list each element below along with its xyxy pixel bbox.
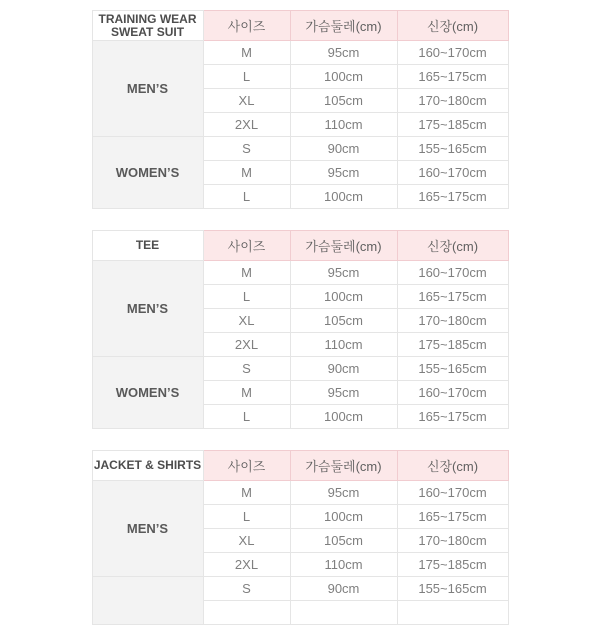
height-cell: 165~175cm	[397, 405, 508, 429]
height-cell	[397, 601, 508, 625]
group-label-womens: WOMEN’S	[92, 357, 203, 429]
table-row	[92, 261, 508, 285]
size-cell: S	[203, 137, 290, 161]
size-cell: S	[203, 357, 290, 381]
chest-cell: 95cm	[290, 381, 397, 405]
size-cell: XL	[203, 89, 290, 113]
size-cell: L	[203, 65, 290, 89]
table-title-line: TRAINING WEAR	[98, 11, 197, 26]
chest-cell: 90cm	[290, 357, 397, 381]
chest-cell: 95cm	[290, 161, 397, 185]
height-cell: 160~170cm	[397, 41, 508, 65]
table-title	[92, 231, 203, 261]
chest-cell: 105cm	[290, 309, 397, 333]
group-label-mens: MEN’S	[92, 261, 203, 357]
group-label-womens: WOMEN’S	[92, 137, 203, 209]
table-row	[92, 357, 508, 381]
header-row	[92, 451, 508, 481]
height-cell: 170~180cm	[397, 89, 508, 113]
chest-cell: 95cm	[290, 41, 397, 65]
size-cell: L	[203, 285, 290, 309]
column-header-height: 신장(cm)	[397, 451, 508, 481]
size-cell: S	[203, 577, 290, 601]
size-cell: 2XL	[203, 333, 290, 357]
height-cell: 155~165cm	[397, 577, 508, 601]
column-header-chest: 가슴둘레(cm)	[290, 231, 397, 261]
chest-cell: 90cm	[290, 137, 397, 161]
header-row	[92, 231, 508, 261]
height-cell: 170~180cm	[397, 529, 508, 553]
chest-cell	[290, 601, 397, 625]
size-cell	[203, 601, 290, 625]
size-cell: M	[203, 161, 290, 185]
table-title-line: TEE	[135, 238, 160, 252]
height-cell: 165~175cm	[397, 505, 508, 529]
column-header-height: 신장(cm)	[397, 231, 508, 261]
table-title	[92, 451, 203, 481]
size-table-jacket-shirts	[92, 450, 509, 625]
height-cell: 175~185cm	[397, 553, 508, 577]
column-header-size: 사이즈	[203, 231, 290, 261]
chest-cell: 90cm	[290, 577, 397, 601]
size-cell: L	[203, 185, 290, 209]
table-title-line: SWEAT SUIT	[110, 24, 185, 39]
height-cell: 165~175cm	[397, 185, 508, 209]
chest-cell: 105cm	[290, 529, 397, 553]
height-cell: 160~170cm	[397, 161, 508, 185]
height-cell: 175~185cm	[397, 113, 508, 137]
table-row	[92, 481, 508, 505]
table-title	[92, 11, 203, 41]
chest-cell: 100cm	[290, 285, 397, 309]
height-cell: 160~170cm	[397, 481, 508, 505]
chest-cell: 95cm	[290, 261, 397, 285]
column-header-size: 사이즈	[203, 11, 290, 41]
chest-cell: 95cm	[290, 481, 397, 505]
table-title-line: JACKET & SHIRTS	[93, 458, 202, 472]
size-cell: L	[203, 505, 290, 529]
table-row	[92, 41, 508, 65]
group-label-mens: MEN’S	[92, 41, 203, 137]
header-row	[92, 11, 508, 41]
chest-cell: 110cm	[290, 333, 397, 357]
table-row	[92, 137, 508, 161]
chest-cell: 100cm	[290, 65, 397, 89]
group-label-womens-cutoff	[92, 577, 203, 625]
column-header-chest: 가슴둘레(cm)	[290, 11, 397, 41]
group-label-mens: MEN’S	[92, 481, 203, 577]
size-cell: 2XL	[203, 113, 290, 137]
size-table-tee	[92, 230, 509, 429]
table-row	[92, 577, 508, 601]
column-header-size: 사이즈	[203, 451, 290, 481]
height-cell: 155~165cm	[397, 137, 508, 161]
chest-cell: 100cm	[290, 405, 397, 429]
size-cell: L	[203, 405, 290, 429]
chest-cell: 110cm	[290, 113, 397, 137]
chest-cell: 100cm	[290, 185, 397, 209]
height-cell: 160~170cm	[397, 261, 508, 285]
chest-cell: 100cm	[290, 505, 397, 529]
size-cell: XL	[203, 309, 290, 333]
size-table-training-wear-sweat-suit	[92, 10, 509, 209]
size-cell: XL	[203, 529, 290, 553]
height-cell: 160~170cm	[397, 381, 508, 405]
chest-cell: 105cm	[290, 89, 397, 113]
size-cell: 2XL	[203, 553, 290, 577]
size-cell: M	[203, 381, 290, 405]
chest-cell: 110cm	[290, 553, 397, 577]
size-cell: M	[203, 41, 290, 65]
height-cell: 165~175cm	[397, 65, 508, 89]
column-header-height: 신장(cm)	[397, 11, 508, 41]
size-cell: M	[203, 481, 290, 505]
height-cell: 170~180cm	[397, 309, 508, 333]
column-header-chest: 가슴둘레(cm)	[290, 451, 397, 481]
height-cell: 155~165cm	[397, 357, 508, 381]
size-cell: M	[203, 261, 290, 285]
height-cell: 165~175cm	[397, 285, 508, 309]
height-cell: 175~185cm	[397, 333, 508, 357]
